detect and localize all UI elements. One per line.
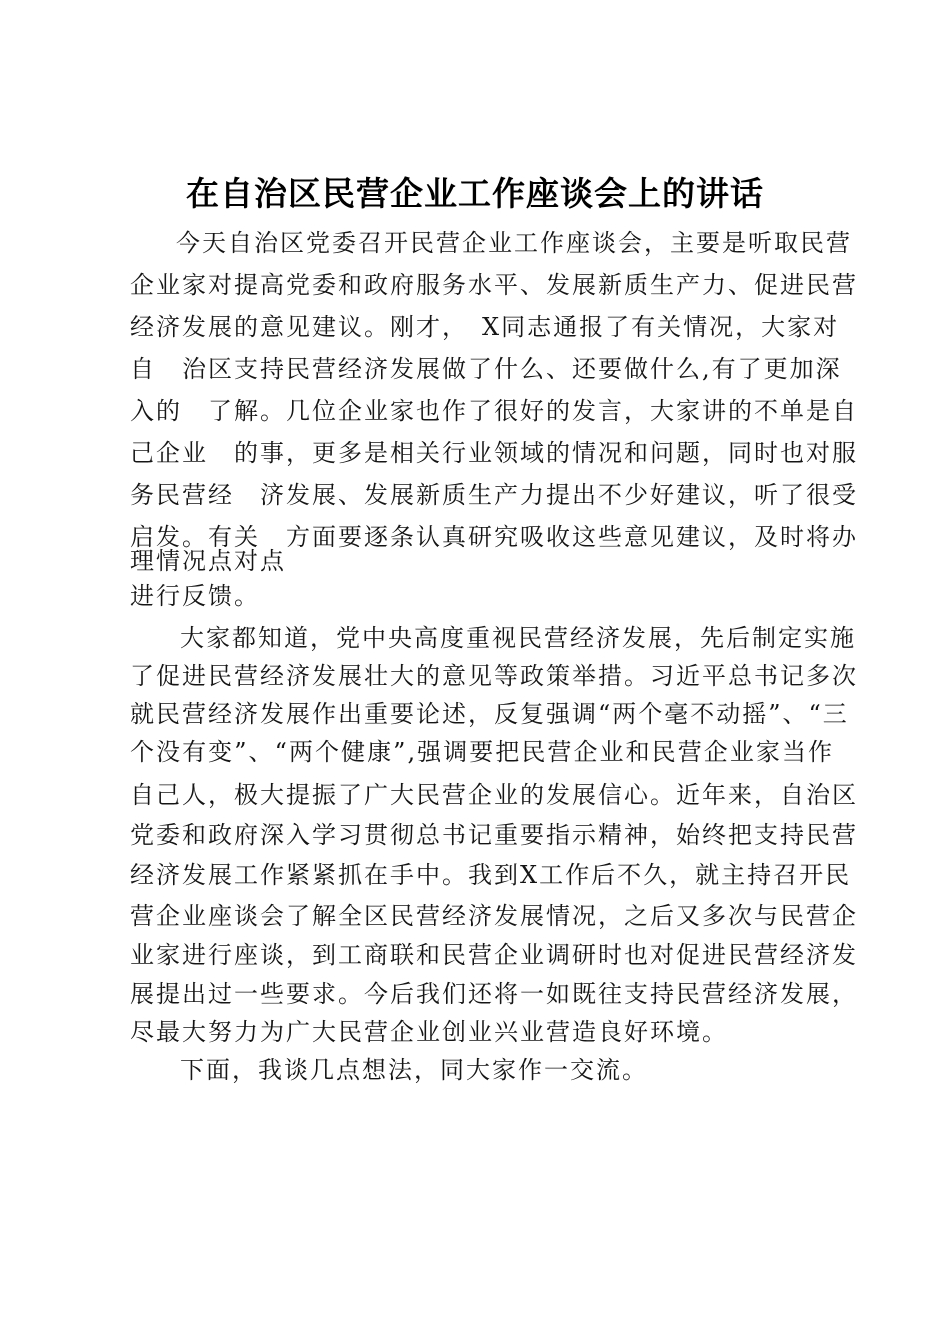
paragraph-1-line-3: 经济发展的意见建议。刚才， X同志通报了有关情况，大家对	[130, 313, 840, 341]
paragraph-2-line-1: 大家都知道，党中央高度重视民营经济发展，先后制定实施	[180, 624, 856, 652]
paragraph-2-line-10: 展提出过一些要求。今后我们还将一如既往支持民营经济发展，	[130, 980, 858, 1008]
paragraph-1-line-10: 进行反馈。	[130, 582, 260, 610]
paragraph-2-line-8: 营企业座谈会了解全区民营经济发展情况，之后又多次与民营企	[130, 902, 858, 930]
paragraph-2-line-5: 自己人，极大提振了广大民营企业的发展信心。近年来，自治区	[130, 781, 858, 809]
paragraph-1-line-1: 今天自治区党委召开民营企业工作座谈会，主要是听取民营	[176, 229, 852, 257]
paragraph-1-line-8: 启发。有关 方面要逐条认真研究吸收这些意见建议，及时将办	[130, 523, 858, 551]
paragraph-2-line-6: 党委和政府深入学习贯彻总书记重要指示精神，始终把支持民营	[130, 821, 858, 849]
paragraph-1-line-5: 入的 了解。几位企业家也作了很好的发言，大家讲的不单是自	[130, 397, 858, 425]
paragraph-2-line-11: 尽最大努力为广大民营企业创业兴业营造良好环境。	[130, 1018, 728, 1046]
paragraph-1-line-9: 理情况点对点	[130, 547, 286, 575]
paragraph-2-line-7: 经济发展工作紧紧抓在手中。我到X工作后不久，就主持召开民	[130, 861, 852, 889]
paragraph-2-line-2: 了促进民营经济发展壮大的意见等政策举措。习近平总书记多次	[130, 662, 858, 690]
paragraph-2-line-3: 就民营经济发展作出重要论述，反复强调“两个毫不动摇”、“三	[130, 700, 849, 728]
paragraph-1-line-6: 己企业 的事，更多是相关行业领域的情况和问题，同时也对服	[130, 439, 858, 467]
paragraph-1-line-2: 企业家对提高党委和政府服务水平、发展新质生产力、促进民营	[130, 271, 858, 299]
paragraph-1-line-7: 务民营经 济发展、发展新质生产力提出不少好建议，听了很受	[130, 481, 858, 509]
paragraph-2-line-9: 业家进行座谈，到工商联和民营企业调研时也对促进民营经济发	[130, 941, 858, 969]
paragraph-3-line-1: 下面，我谈几点想法，同大家作一交流。	[180, 1056, 648, 1084]
document-title: 在自治区民营企业工作座谈会上的讲话	[186, 174, 764, 213]
paragraph-2-line-4: 个没有变”、“两个健康”,强调要把民营企业和民营企业家当作	[130, 738, 834, 766]
paragraph-1-line-4: 自 治区支持民营经济发展做了什么、还要做什么,有了更加深	[130, 355, 842, 383]
